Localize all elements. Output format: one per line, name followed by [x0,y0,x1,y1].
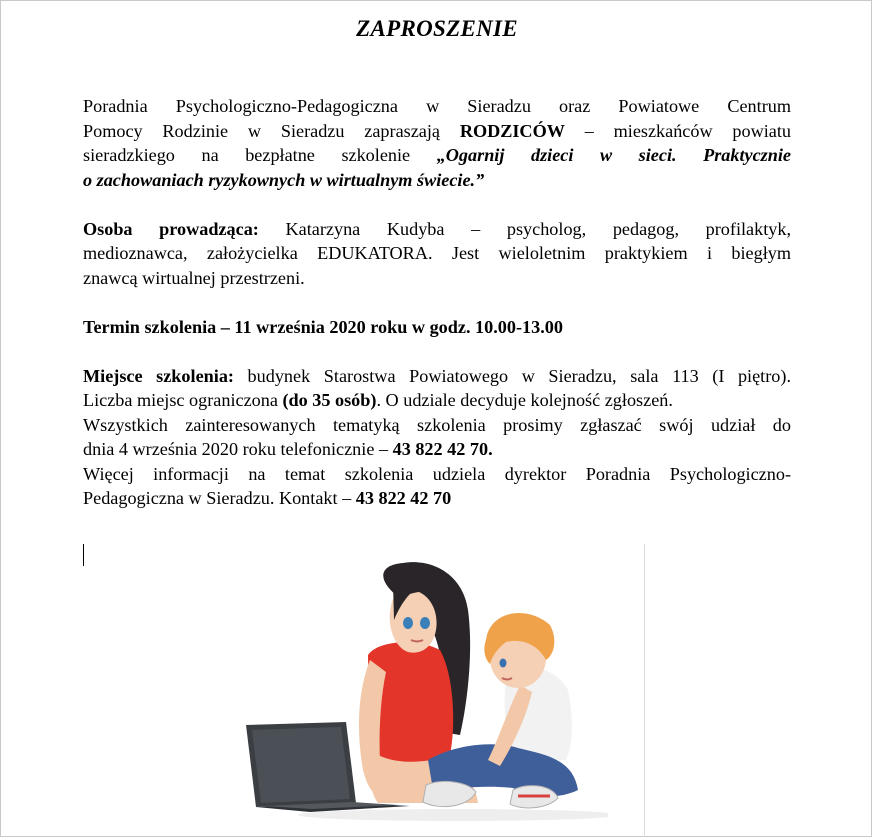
document-title: ZAPROSZENIE [356,16,518,41]
place-text: budynek Starostwa Powiatowego w Sieradzu, sala 113 (I piętro). [233,365,791,386]
intro-text: – mieszkańców powiatu [564,120,792,141]
presenter-text: znawcą wirtualnej przestrzeni. [83,267,305,288]
training-title: „Ogarnij dzieci w sieci. Praktycznie [436,145,791,165]
presenter-text: medioznawca, założycielka EDUKATORA. Jest wieloletnim praktykiem i biegłym [83,243,791,263]
place-text: Wszystkich zainteresowanych tematyką szkolenia prosimy zgłaszać swój udział do [83,414,791,435]
seat-limit: (do 35 osób) [282,390,377,410]
presenter-text: Katarzyna Kudyba – psycholog, pedagog, profilaktyk, [258,218,792,239]
intro-paragraph [83,94,791,192]
place-text: Liczba miejsc ograniczona [83,390,283,410]
place-text: Więcej informacji na temat szkolenia udziela dyrektor Poradnia Psychologiczno- [83,463,791,484]
place-text: . O udziale decyduje kolejność zgłoszeń. [376,390,673,410]
training-term: Termin szkolenia – 11 września 2020 roku w godz. 10.00-13.00 [83,316,563,337]
term-paragraph [83,315,791,340]
place-paragraph [83,364,791,511]
intro-text: Poradnia Psychologiczno-Pedagogiczna w Sieradzu oraz Powiatowe Centrum [83,96,791,116]
training-title: o zachowaniach ryzykownych w wirtualnym świecie.” [83,169,485,190]
text-cursor [83,544,84,566]
intro-text: sieradzkiego na bezpłatne szkolenie [83,145,437,165]
intro-text: Pomocy Rodzinie w Sieradzu zapraszają [83,120,460,141]
phone-number: 43 822 42 70. [392,439,493,459]
presenter-paragraph [83,217,791,291]
document-body [83,94,791,511]
place-label: Miejsce szkolenia: [83,365,234,386]
children-with-laptop-illustration [228,560,608,830]
audience-emphasis: RODZICÓW [459,120,565,141]
contact-phone: 43 822 42 70 [355,488,452,508]
place-text: Pedagogiczna w Sieradzu. Kontakt – [83,488,356,508]
place-text: dnia 4 września 2020 roku telefonicznie – [83,439,393,459]
presenter-label: Osoba prowadząca: [83,218,259,239]
image-frame-edge [644,544,645,837]
